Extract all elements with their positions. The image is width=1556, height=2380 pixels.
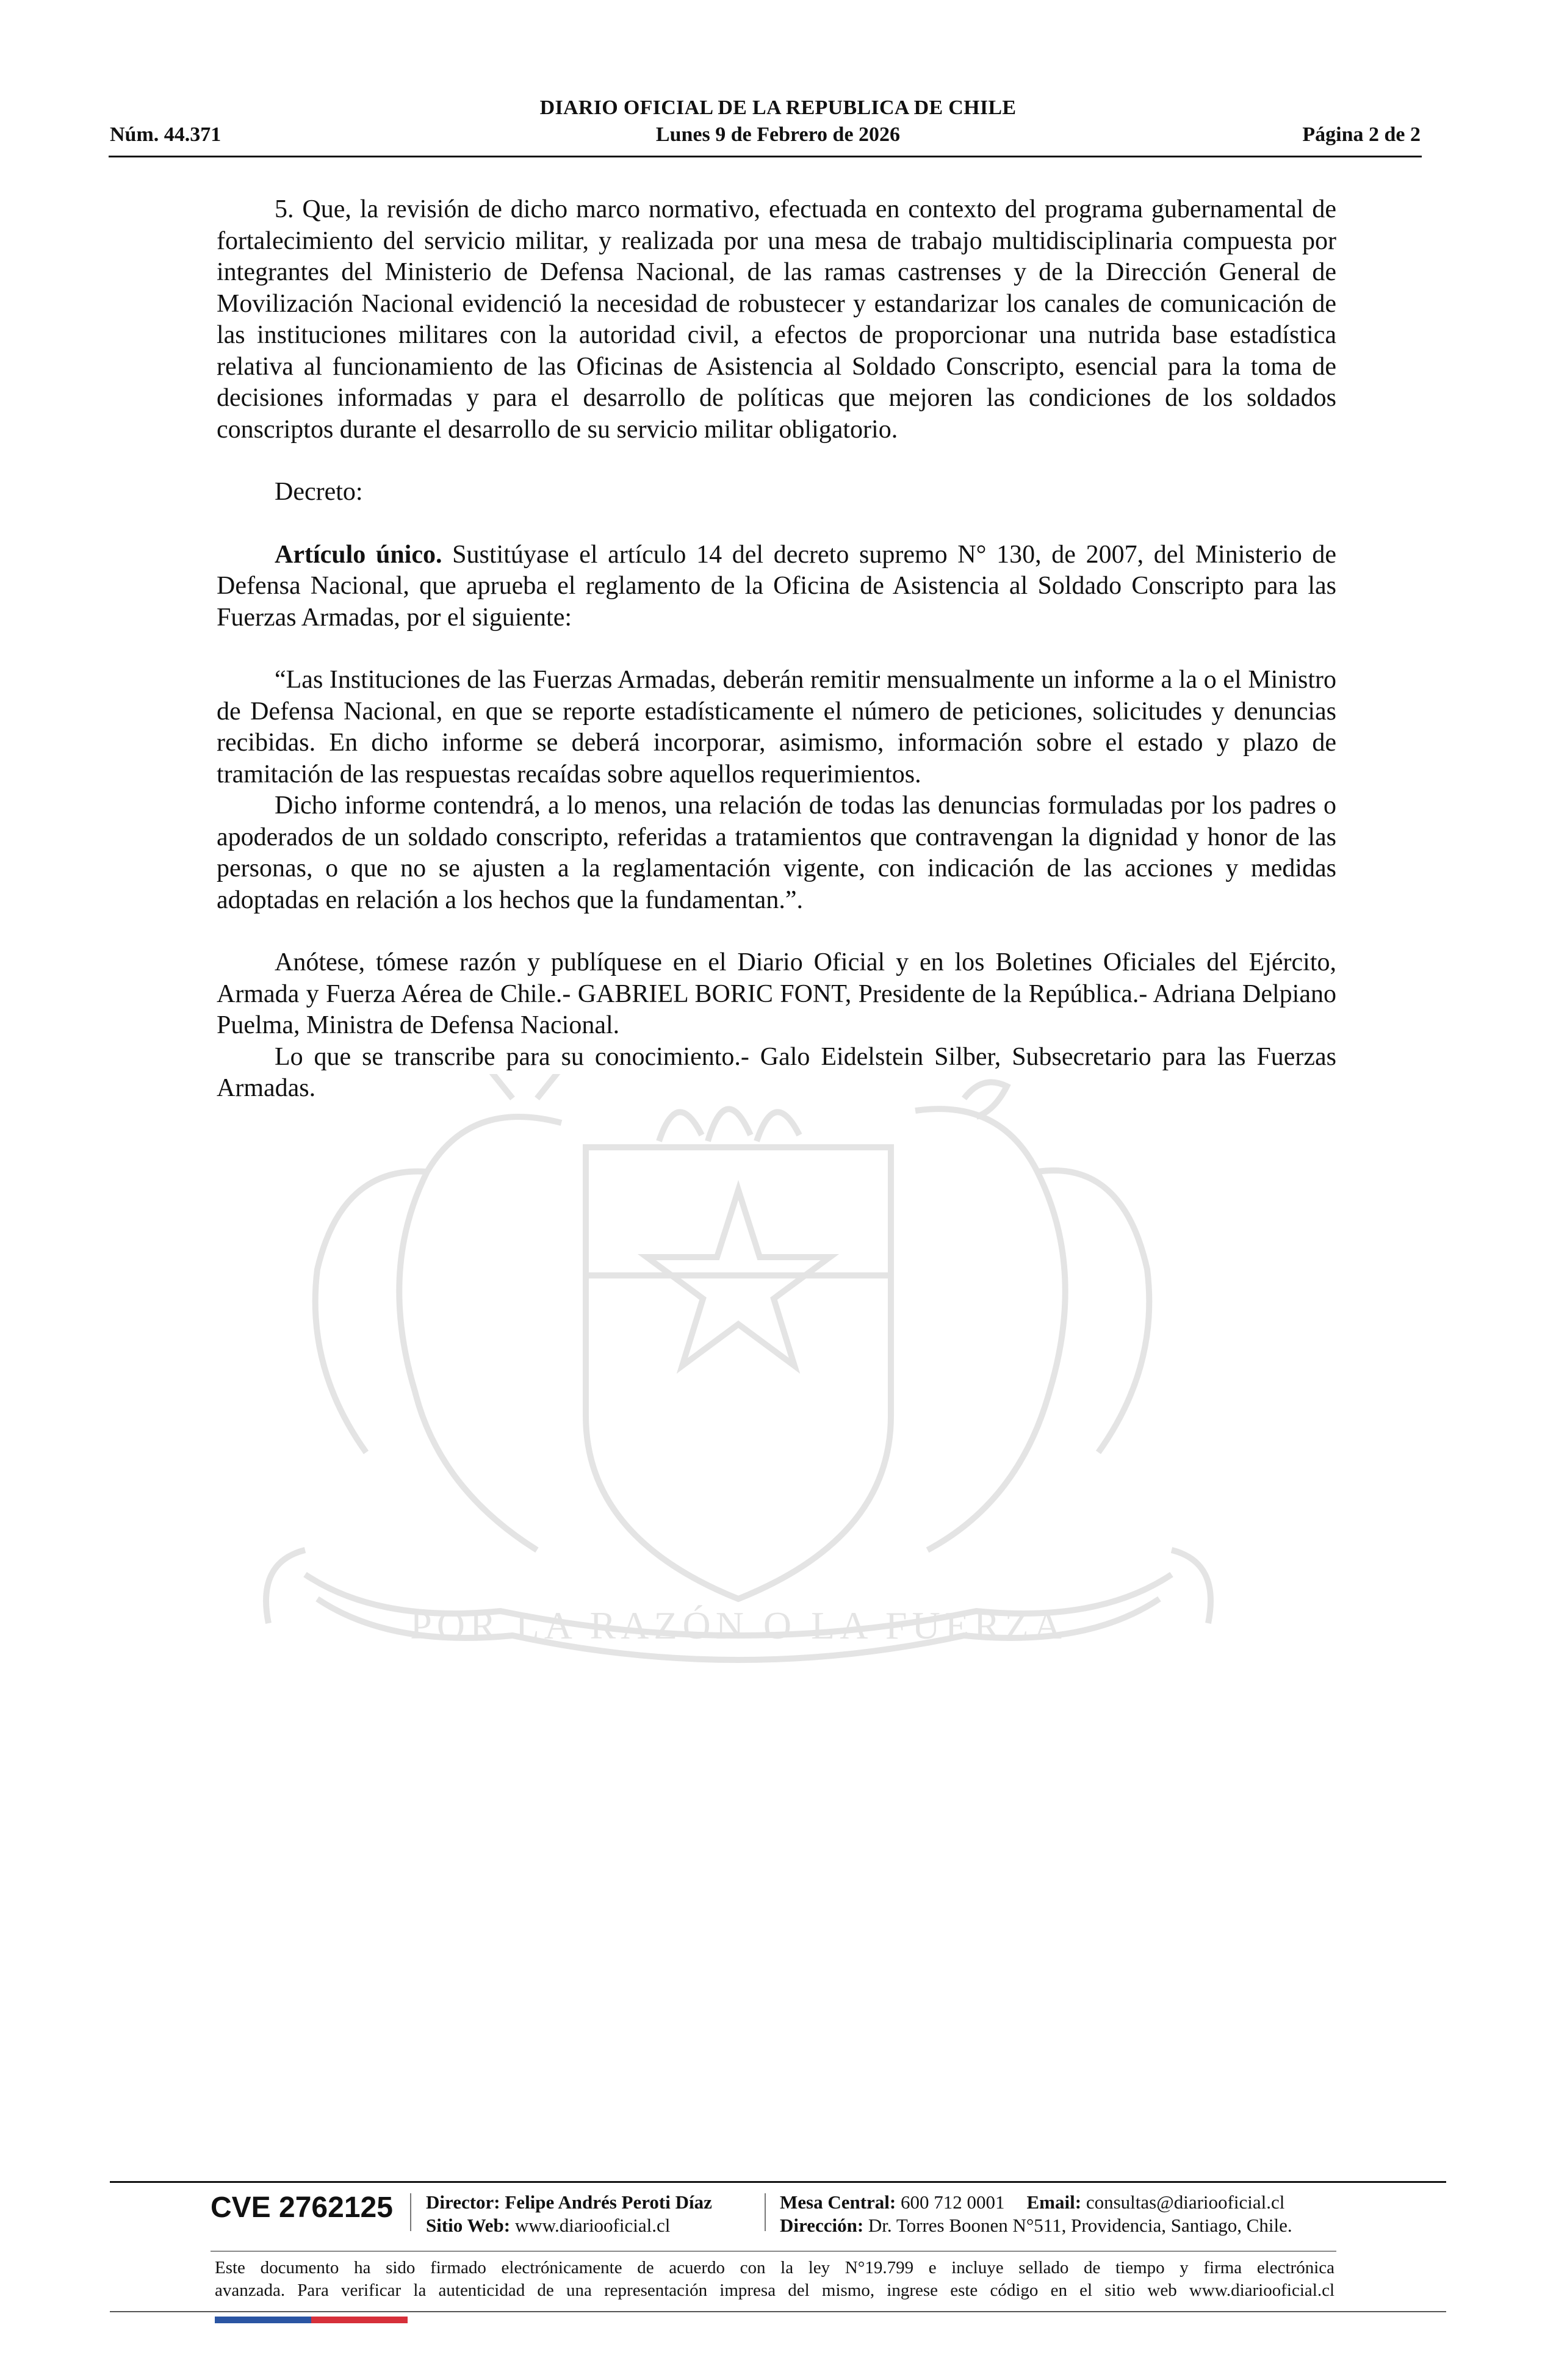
articulo-text: Sustitúyase el artículo 14 del decreto supremo N° 130, de 2007, del Ministerio de Defensa Nacional, que aprueba el reglamento de la Oficina de Asistencia al Soldado Conscripto para las Fuerzas Armadas, por el siguiente: [217,540,1337,632]
phone-label: Mesa Central: [780,2191,896,2213]
transcription-paragraph: Lo que se transcribe para su conocimiento.- Galo Eidelstein Silber, Subsecretario para las Fuerzas Armadas. [217,1042,1336,1102]
footer-top-rule [110,2181,1446,2183]
flag-stripe-blue [215,2317,311,2323]
phone-number: 600 712 0001 [901,2191,1005,2213]
flag-stripe-red [311,2317,408,2323]
document-body [217,194,1336,1105]
issue-date: Lunes 9 de Febrero de 2026 [655,123,901,146]
newspaper-title: DIARIO OFICIAL DE LA REPUBLICA DE CHILE [539,96,1017,119]
legal-notice-line-1: Este documento ha sido firmado electrónicamente de acuerdo con la ley N°19.799 e incluye sellado de tiempo y firma electrónica [215,2258,1334,2277]
paragraph-considerando-5: 5. Que, la revisión de dicho marco normativo, efectuada en contexto del programa gubernamental de fortalecimiento del servicio militar, y realizada por una mesa de trabajo multidisciplinaria compuesta por integrantes del Ministerio de Defensa Nacional, de las ramas castrenses y de la Dirección General de Movilización Nacional evidenció la necesidad de robustecer y estandarizar los canales de comunicación de las instituciones militares con la autoridad civil, a efectos de proporcionar una nutrida base estadística relativa al funcionamiento de las Oficinas de Asistencia al Soldado Conscripto, esencial para la toma de decisiones informadas y para el desarrollo de políticas que mejoren las condiciones de los soldados conscriptos durante el desarrollo de su servicio militar obligatorio. [217,195,1336,444]
closing-paragraph: Anótese, tómese razón y publíquese en el Diario Oficial y en los Boletines Oficiales del Ejército, Armada y Fuerza Aérea de Chile.- GABRIEL BORIC FONT, Presidente de la República.- Adriana Delpiano Puelma, Ministra de Defensa Nacional. [217,948,1336,1039]
address-label: Dirección: [780,2215,864,2236]
director-label: Director: [426,2191,500,2213]
quoted-article-paragraph-2: Dicho informe contendrá, a lo menos, una relación de todas las denuncias formuladas por los padres o apoderados de un soldado conscripto, referidas a tratamientos que contravengan la dignidad y honor de las personas, o que no se ajusten a la reglamentación vigente, con indicación de las acciones y medidas adoptadas en relación a los hechos que la fundamentan.”. [217,792,1336,914]
header-divider [109,156,1422,157]
legal-notice-line-2: avanzada. Para verificar la autenticidad de una representación impresa del mismo, ingrese este código en el sitio web www.diariooficial.cl [215,2281,1334,2300]
address: Dr. Torres Boonen N°511, Providencia, Santiago, Chile. [868,2215,1292,2236]
director-name: Felipe Andrés Peroti Díaz [505,2191,712,2213]
articulo-unico-paragraph [217,539,1336,634]
footer-mid-rule [211,2251,1336,2252]
footer-bottom-rule [110,2311,1446,2312]
legal-notice [215,2257,1334,2302]
footer-separator [765,2193,766,2231]
issue-number: Núm. 44.371 [110,123,222,146]
footer-director-block [426,2191,712,2237]
articulo-heading: Artículo único. [275,540,442,569]
footer-separator [410,2193,411,2231]
footer-contact-block [780,2191,1292,2237]
website-link[interactable]: www.diariooficial.cl [514,2215,671,2236]
website-label: Sitio Web: [426,2215,511,2236]
email-label: Email: [1026,2191,1082,2213]
watermark-motto: POR LA RAZÓN O LA FUERZA [410,1604,1067,1647]
coat-of-arms-watermark [195,1074,1281,1684]
page-indicator: Página 2 de 2 [1302,123,1421,146]
quoted-article-paragraph-1: “Las Instituciones de las Fuerzas Armadas, deberán remitir mensualmente un informe a la o el Ministro de Defensa Nacional, en que se reporte estadísticamente el número de peticiones, solicitudes y denuncias recibidas. En dicho informe se deberá incorporar, asimismo, información sobre el estado y plazo de tramitación de las respuestas recaídas sobre aquellos requerimientos. [217,666,1336,788]
cve-code: CVE 2762125 [211,2191,393,2224]
decreto-label: Decreto: [275,478,363,506]
email-link[interactable]: consultas@diariooficial.cl [1086,2191,1285,2213]
